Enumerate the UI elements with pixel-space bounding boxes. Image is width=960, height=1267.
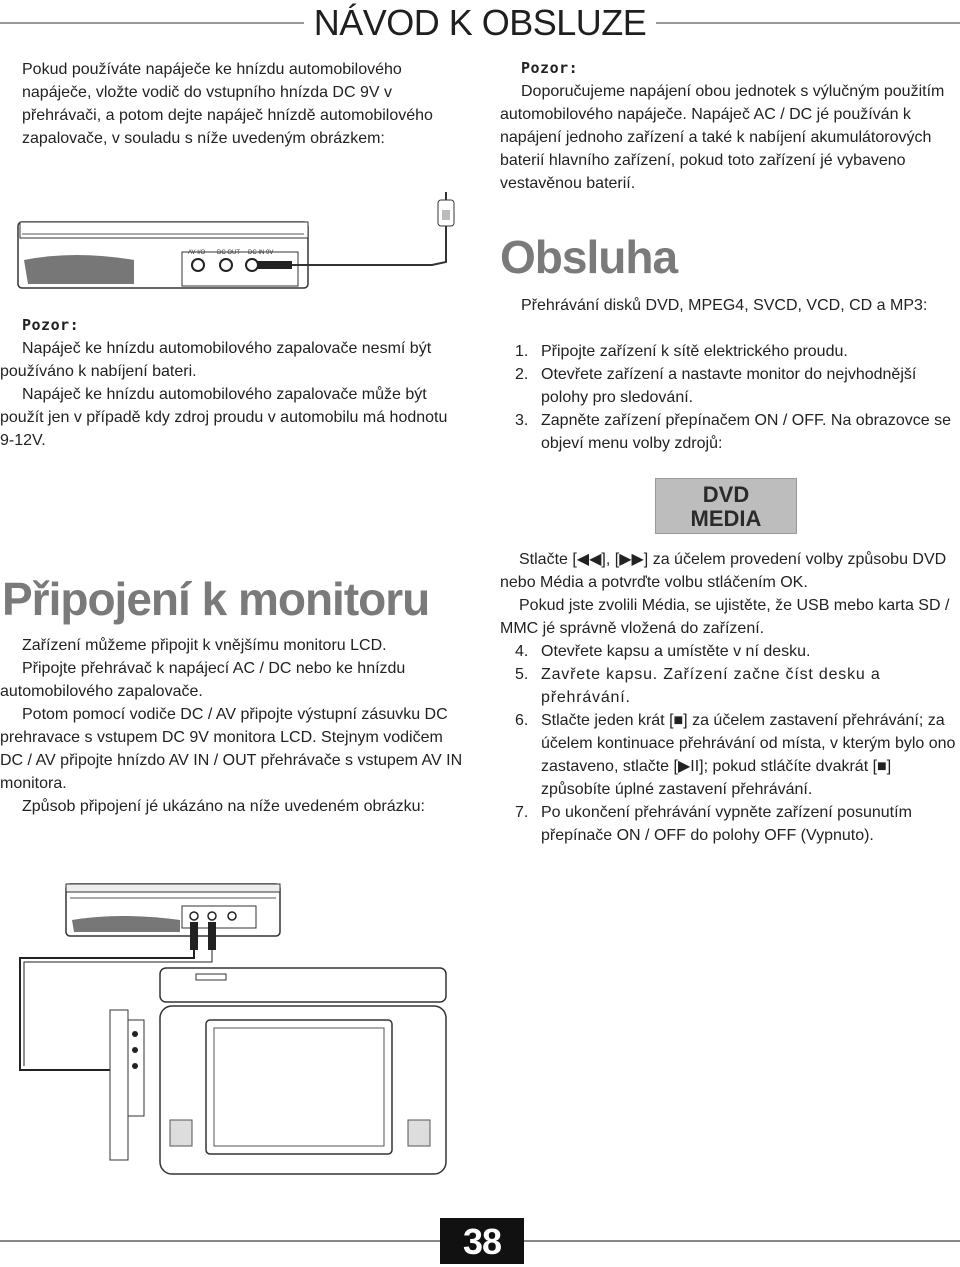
steps-list-a [515, 340, 960, 455]
monitor-paragraph-2: Připojte přehrávač k napájecí AC / DC nebo ke hnízdu automobilového zapalovače. [0, 660, 406, 700]
warning-label-right: Pozor: [521, 59, 579, 77]
select-block [500, 548, 960, 640]
monitor-connection-figure [10, 870, 470, 1200]
list-item [515, 409, 960, 455]
warning-text-2: Napáječ ke hnízdu automobilového zapalovače může být použít jen v případě kdy zdroj proudu v automobilu má hodnotu 9-12V. [0, 386, 448, 449]
step-text: Zavřete kapsu. Zařízení začne číst desku a přehrávání. [541, 666, 881, 706]
step-number: 1. [515, 343, 529, 360]
steps-list-b [515, 640, 960, 847]
list-item [515, 340, 960, 363]
fig-label-dcout: DC OUT [217, 250, 240, 256]
monitor-paragraph-1: Zařízení můžeme připojit k vnějšímu monitoru LCD. [22, 637, 387, 654]
step-text: Po ukončení přehrávání vypněte zařízení posunutím přepínače ON / OFF do polohy OFF (Vypnuto). [541, 804, 912, 844]
warning-text-1: Napáječ ke hnízdu automobilového zapalovače nesmí být používáno k nabíjení bateri. [0, 340, 432, 380]
monitor-text-block [0, 634, 465, 818]
fig-label-av: AV I/O [188, 250, 206, 256]
warning-block-left [0, 337, 465, 452]
step-text: Zapněte zařízení přepínačem ON / OFF. Na obrazovce se objeví menu volby zdrojů: [541, 412, 951, 452]
step-text: Otevřete kapsu a umístěte v ní desku. [541, 643, 811, 660]
warning-label-left: Pozor: [22, 316, 80, 334]
menu-option-media: MEDIA [690, 506, 762, 531]
step-text: Otevřete zařízení a nastavte monitor do nejvhodnější polohy pro sledování. [541, 366, 917, 406]
step-number: 4. [515, 643, 529, 660]
playback-intro: Přehrávání disků DVD, MPEG4, SVCD, VCD, CD a MP3: [521, 297, 928, 314]
step-text: Stlačte jeden krát [■] za účelem zastavení přehrávání; za účelem kontinuace přehrávání od místa, v kterým bylo ono zastaveno, stlačte [▶II]; pokud stláčíte dvakrát [■] způsobíte úplné zastavení přehrávání. [541, 712, 956, 798]
step-number: 5. [515, 666, 529, 683]
monitor-heading: Připojení k monitoru [2, 573, 430, 625]
step-number: 6. [515, 712, 529, 729]
media-instructions: Pokud jste zvolili Média, se ujistěte, že USB mebo karta SD / MMC jé správně vložená do zařízení. [500, 597, 950, 637]
page-number: 38 [440, 1218, 524, 1264]
page-title: NÁVOD K OBSLUZE [0, 2, 960, 44]
menu-option-dvd: DVD [702, 482, 750, 507]
step-number: 3. [515, 412, 529, 429]
section-heading-obsluha: Obsluha [500, 231, 678, 283]
step-number: 2. [515, 366, 529, 383]
monitor-paragraph-4: Způsob připojení jé ukázáno na níže uvedeném obrázku: [22, 798, 425, 815]
footer [0, 1218, 960, 1264]
warning-text-right: Doporučujeme napájení obou jednotek s výlučným použitím automobilového napáječe. Napáječ AC / DC jé používán k napájení jednoho zařízení a také k nabíjení akumulátorových baterií hlavního zařízení, pokud toto zařízení jé vybaveno vestavěnou baterií. [500, 83, 945, 192]
list-item [515, 640, 960, 663]
list-item [515, 663, 960, 709]
fig-label-dcin: DC IN 9V [248, 250, 274, 256]
step-number: 7. [515, 804, 529, 821]
intro-paragraph: Pokud používáte napáječe ke hnízdu automobilového napáječe, vložte vodič do vstupního hnízda DC 9V v přehrávači, a potom dejte napáječ hnízdě automobilového zapalovače, v souladu s níže uvedeným obrázkem: [22, 61, 433, 147]
monitor-paragraph-3: Potom pomocí vodiče DC / AV připojte výstupní zásuvku DC prehravace s vstupem DC 9V monitora LCD. Stejnym vodičem DC / AV připojte hnízdo AV IN / OUT přehrávače s vstupem AV IN monitora. [0, 706, 463, 792]
car-adapter-figure [14, 192, 474, 304]
list-item [515, 709, 960, 801]
list-item [515, 363, 960, 409]
step-text: Připojte zařízení k sítě elektrického proudu. [541, 343, 848, 360]
list-item [515, 801, 960, 847]
select-instructions: Stlačte [◀◀], [▶▶] za účelem provedení volby způsobu DVD nebo Média a potvrďte volbu stláčením OK. [500, 551, 947, 591]
source-menu-box [655, 478, 797, 534]
